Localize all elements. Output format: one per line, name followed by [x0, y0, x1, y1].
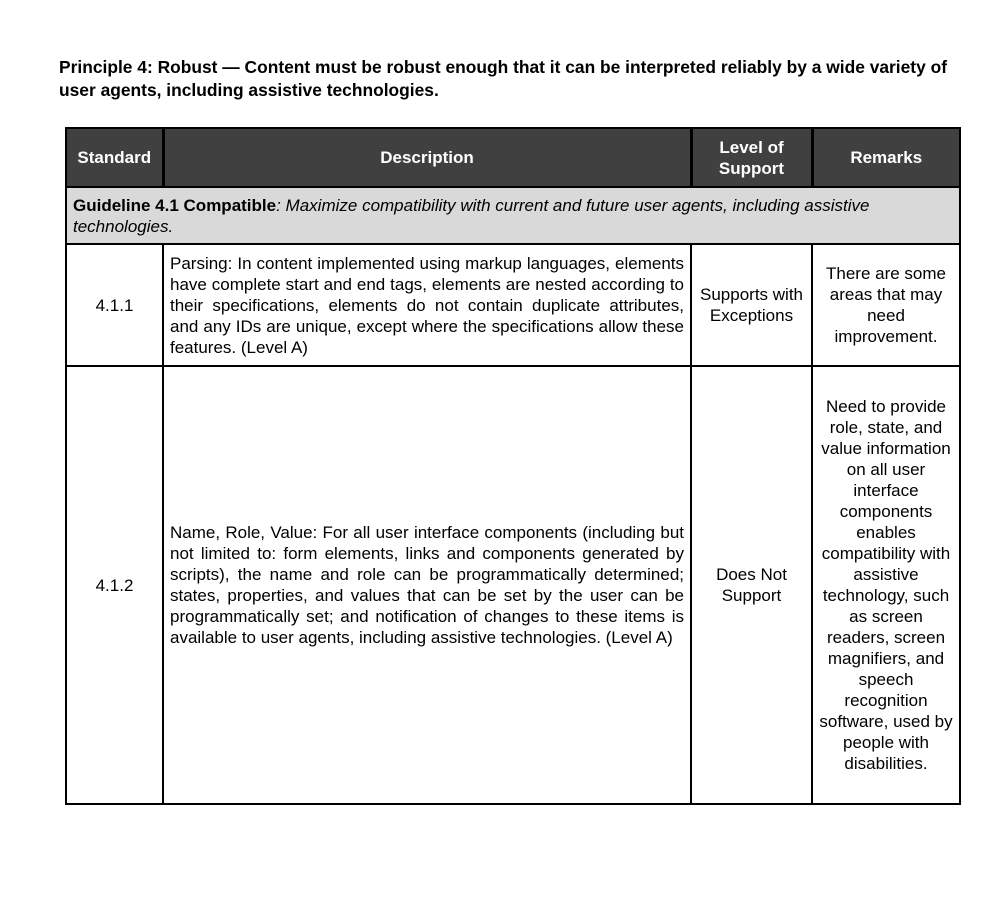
standard-cell: 4.1.1 [66, 244, 163, 366]
guideline-row [66, 187, 960, 244]
description-cell: Name, Role, Value: For all user interface components (including but not limited to: form elements, links and components generated by scripts), the name and role can be programmatically determined; states, properties, and values that can be set by the user can be programmatically set; and notification of changes to these items is available to user agents, including assistive technologies. (Level A) [163, 366, 691, 804]
level-of-support-cell: Does Not Support [691, 366, 812, 804]
table-row [66, 366, 960, 804]
level-of-support-cell: Supports with Exceptions [691, 244, 812, 366]
standard-cell: 4.1.2 [66, 366, 163, 804]
header-standard: Standard [66, 128, 163, 187]
remarks-cell: There are some areas that may need improvement. [812, 244, 960, 366]
header-level-of-support: Level of Support [691, 128, 812, 187]
description-cell: Parsing: In content implemented using markup languages, elements have complete start and end tags, elements are nested according to their specifications, elements do not contain duplicate attributes, and any IDs are unique, except where the specifications allow these features. (Level A) [163, 244, 691, 366]
table-header-row [66, 128, 960, 187]
table-row [66, 244, 960, 366]
remarks-cell: Need to provide role, state, and value information on all user interface components enables compatibility with assistive technology, such as screen readers, screen magnifiers, and speech recognition software, used by people with disabilities. [812, 366, 960, 804]
guideline-cell [66, 187, 960, 244]
header-remarks: Remarks [812, 128, 960, 187]
guideline-label: Guideline 4.1 Compatible [73, 195, 277, 215]
compliance-table [65, 127, 961, 805]
guideline-description: : Maximize compatibility with current and future user agents, including assistive technologies. [73, 195, 870, 236]
header-description: Description [163, 128, 691, 187]
principle-heading: Principle 4: Robust — Content must be robust enough that it can be interpreted reliably by a wide variety of user agents, including assistive technologies. [59, 57, 948, 100]
